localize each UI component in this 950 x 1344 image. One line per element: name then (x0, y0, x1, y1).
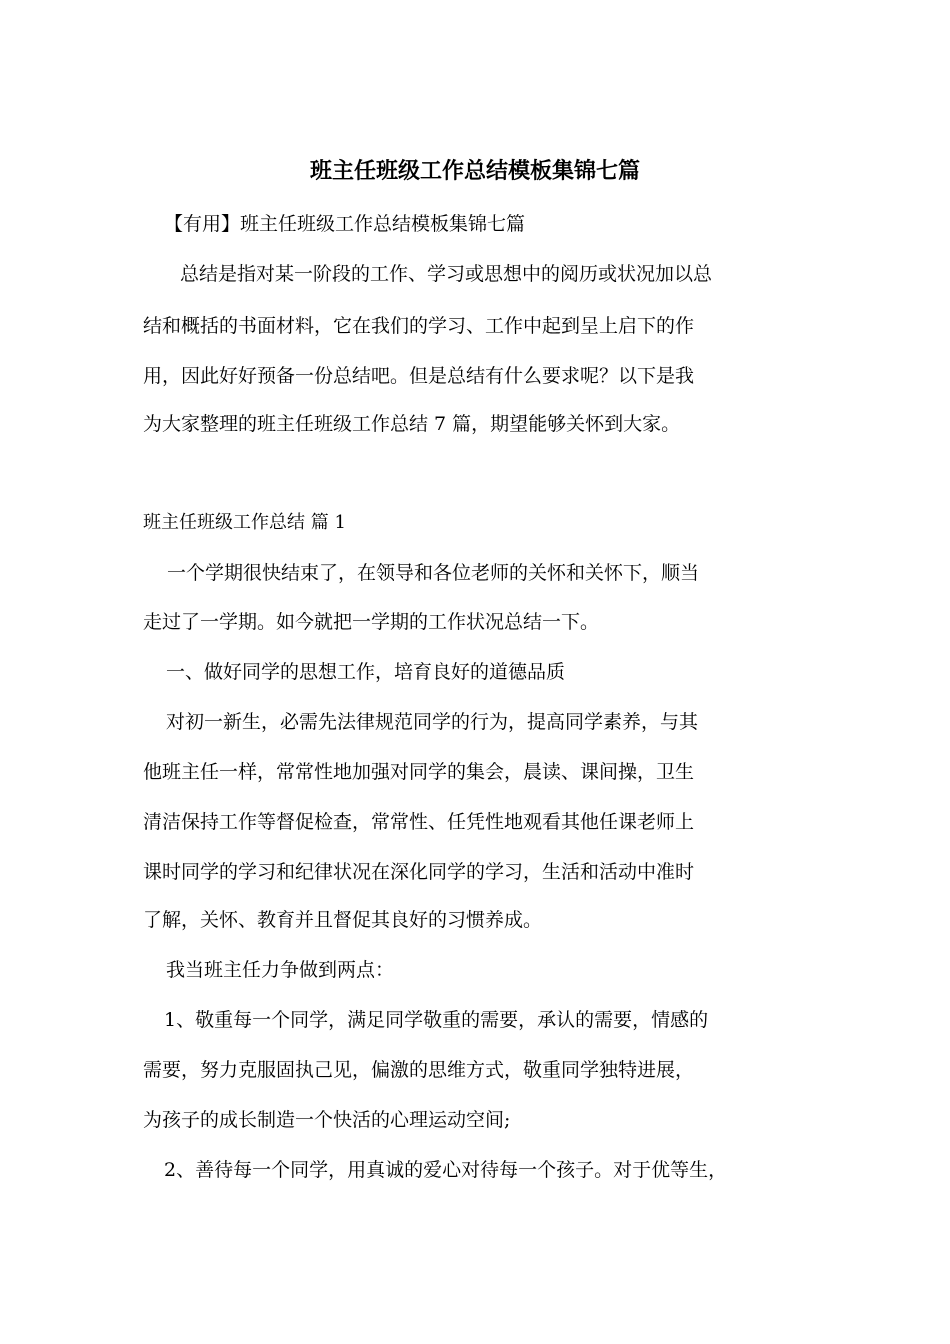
intro-line: 用，因此好好预备一份总结吧。但是总结有什么要求呢？以下是我 (143, 365, 695, 387)
body-line: 一个学期很快结束了，在领导和各位老师的关怀和关怀下，顺当 (167, 562, 700, 584)
body-line: 一、做好同学的思想工作，培育良好的道德品质 (166, 661, 566, 683)
body-line: 为孩子的成长制造一个快活的心理运动空间; (143, 1109, 511, 1131)
body-line: 需要，努力克服固执己见，偏激的思维方式，敬重同学独特进展， (143, 1059, 695, 1081)
section-heading: 班主任班级工作总结 篇 1 (143, 512, 346, 533)
body-line: 了解，关怀、教育并且督促其良好的习惯养成。 (143, 909, 543, 931)
body-line: 他班主任一样，常常性地加强对同学的集会，晨读、课间操，卫生 (143, 761, 695, 783)
intro-line: 结和概括的书面材料，它在我们的学习、工作中起到呈上启下的作 (143, 315, 695, 337)
intro-line: 总结是指对某一阶段的工作、学习或思想中的阅历或状况加以总 (180, 263, 713, 285)
body-line: 对初一新生，必需先法律规范同学的行为，提高同学素养，与其 (166, 711, 699, 733)
document-subtitle: 【有用】班主任班级工作总结模板集锦七篇 (164, 213, 526, 235)
body-line: 课时同学的学习和纪律状况在深化同学的学习，生活和活动中准时 (143, 861, 695, 883)
body-line: 我当班主任力争做到两点： (166, 959, 395, 981)
body-line: 2、善待每一个同学，用真诚的爱心对待每一个孩子。对于优等生， (164, 1159, 728, 1181)
body-line: 走过了一学期。如今就把一学期的工作状况总结一下。 (143, 611, 600, 633)
intro-line: 为大家整理的班主任班级工作总结 7 篇，期望能够关怀到大家。 (143, 413, 681, 435)
body-line: 清洁保持工作等督促检查，常常性、任凭性地观看其他任课老师上 (143, 811, 695, 833)
body-line: 1、敬重每一个同学，满足同学敬重的需要，承认的需要，情感的 (164, 1009, 709, 1031)
document-title: 班主任班级工作总结模板集锦七篇 (309, 158, 640, 184)
